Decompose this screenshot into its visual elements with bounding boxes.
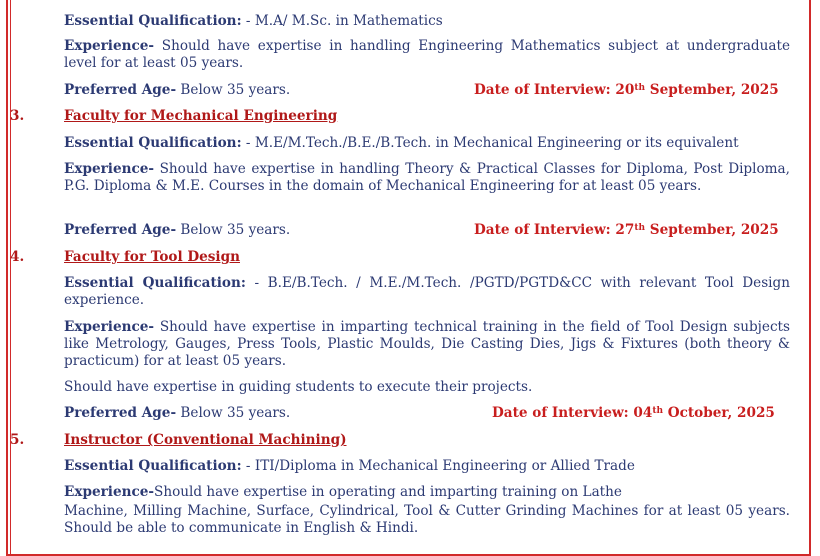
experience-label: Experience- bbox=[64, 161, 155, 177]
item-4-experience bbox=[64, 319, 790, 370]
qualification-label: Essential Qualification: bbox=[64, 275, 246, 291]
qualification-label: Essential Qualification: bbox=[64, 135, 242, 151]
age-label: Preferred Age- bbox=[64, 82, 177, 98]
age-text: Below 35 years. bbox=[180, 405, 291, 421]
item-2-interview-date: Date of Interview: 20th September, 2025 bbox=[474, 82, 779, 98]
item-2-qualification bbox=[64, 13, 443, 29]
item-4-age bbox=[64, 405, 290, 421]
item-5-experience bbox=[64, 484, 622, 500]
item-2-age bbox=[64, 82, 290, 98]
age-label: Preferred Age- bbox=[64, 405, 177, 421]
item-4-extra: Should have expertise in guiding students to execute their projects. bbox=[64, 379, 533, 395]
qualification-text: - M.E/M.Tech./B.E./B.Tech. in Mechanical Engineering or its equivalent bbox=[245, 135, 739, 151]
item-5-number: 5. bbox=[10, 432, 25, 448]
item-3-interview-date: Date of Interview: 27th September, 2025 bbox=[474, 222, 779, 238]
experience-text: Should have expertise in operating and imparting training on Lathe bbox=[154, 484, 622, 500]
item-5-title: Instructor (Conventional Machining) bbox=[64, 432, 347, 448]
item-3-age bbox=[64, 222, 290, 238]
age-text: Below 35 years. bbox=[180, 82, 291, 98]
item-4-number: 4. bbox=[10, 249, 25, 265]
qualification-label: Essential Qualification: bbox=[64, 458, 242, 474]
experience-label: Experience- bbox=[64, 38, 155, 54]
experience-text: Should have expertise in handling Theory & Practical Classes for Diploma, Post Diploma, P.G. Diploma & M.E. Courses in the domain of Mechanical Engineering for at least 05 years. bbox=[64, 161, 790, 194]
qualification-text: - ITI/Diploma in Mechanical Engineering or Allied Trade bbox=[245, 458, 635, 474]
experience-text: Should have expertise in imparting technical training in the field of Tool Design subjects like Metrology, Gauges, Press Tools, Plastic Moulds, Die Casting Dies, Jigs & Fixtures (both theory & practicum) for at least 05 years. bbox=[64, 319, 790, 369]
qualification-label: Essential Qualification: bbox=[64, 13, 242, 29]
age-label: Preferred Age- bbox=[64, 222, 177, 238]
experience-text: Should have expertise in handling Engineering Mathematics subject at undergraduate level for at least 05 years. bbox=[64, 38, 791, 71]
item-2-experience bbox=[64, 38, 790, 72]
item-4-title: Faculty for Tool Design bbox=[64, 249, 240, 265]
item-3-number: 3. bbox=[10, 108, 25, 124]
item-3-title: Faculty for Mechanical Engineering bbox=[64, 108, 338, 124]
qualification-text: - M.A/ M.Sc. in Mathematics bbox=[245, 13, 443, 29]
item-4-qualification bbox=[64, 275, 790, 309]
item-3-qualification bbox=[64, 135, 739, 151]
qualification-text: - B.E/B.Tech. / M.E./M.Tech. /PGTD/PGTD&CC with relevant Tool Design experience. bbox=[64, 275, 790, 308]
experience-label: Experience- bbox=[64, 484, 155, 500]
item-5-qualification bbox=[64, 458, 635, 474]
age-text: Below 35 years. bbox=[180, 222, 291, 238]
item-5-experience-continued: Machine, Milling Machine, Surface, Cylindrical, Tool & Cutter Grinding Machines for at least 05 years. Should be able to communicate in English & Hindi. bbox=[64, 503, 790, 536]
item-3-experience bbox=[64, 161, 790, 195]
item-4-interview-date: Date of Interview: 04th October, 2025 bbox=[492, 405, 775, 421]
experience-label: Experience- bbox=[64, 319, 155, 335]
